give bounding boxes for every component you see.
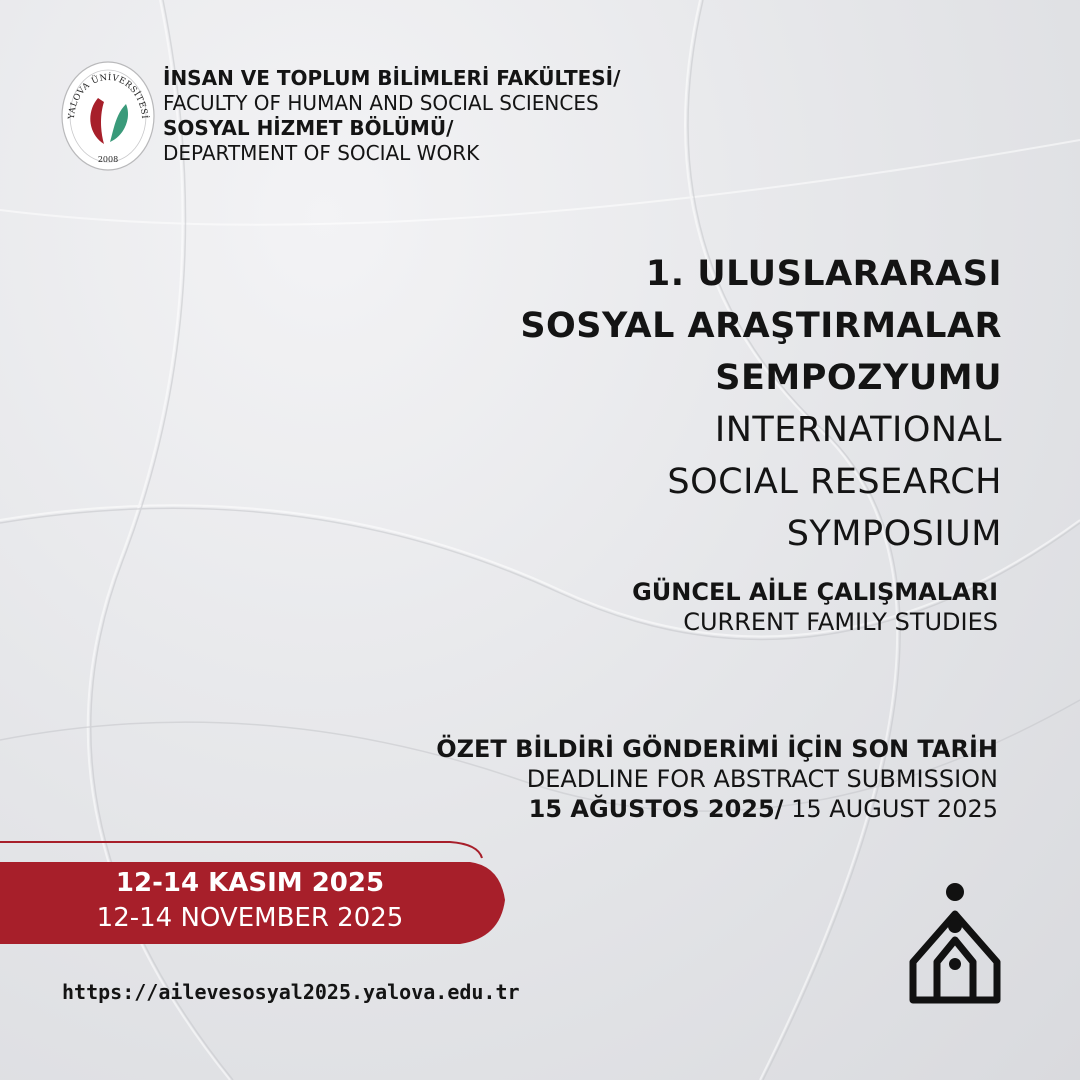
university-logo [60,60,156,172]
title-en-line-1: INTERNATIONAL [714,410,1002,450]
symposium-title [520,248,1002,560]
family-home-icon [905,880,1005,1006]
website-link[interactable]: https://ailevesosyal2025.yalova.edu.tr [62,980,520,1004]
title-en-line-2: SOCIAL RESEARCH [667,462,1002,502]
deadline-label-tr: ÖZET BİLDİRİ GÖNDERİMİ İÇİN SON TARİH [436,735,998,763]
department-name-tr: SOSYAL HİZMET BÖLÜMÜ/ [163,116,454,140]
deadline-date-en: 15 AUGUST 2025 [791,795,998,823]
title-en-line-3: SYMPOSIUM [786,514,1002,554]
event-date-tr: 12-14 KASIM 2025 [115,868,385,898]
title-tr-line-2: SOSYAL ARAŞTIRMALAR [520,306,1002,346]
deadline-date [436,794,998,824]
theme-block [632,577,998,637]
department-name-en: DEPARTMENT OF SOCIAL WORK [163,141,480,165]
theme-en: CURRENT FAMILY STUDIES [683,608,998,636]
theme-tr: GÜNCEL AİLE ÇALIŞMALARI [632,578,998,606]
faculty-name-tr: İNSAN VE TOPLUM BİLİMLERİ FAKÜLTESİ/ [163,66,621,90]
title-tr-line-1: 1. ULUSLARARASI [645,254,1002,294]
deadline-date-tr: 15 AĞUSTOS 2025/ [528,795,784,823]
faculty-name-en: FACULTY OF HUMAN AND SOCIAL SCIENCES [163,91,599,115]
logo-arc-text: YALOVA ÜNİVERSİTESİ [66,72,150,120]
deadline-label-en: DEADLINE FOR ABSTRACT SUBMISSION [526,765,998,793]
title-tr-line-3: SEMPOZYUMU [715,358,1002,398]
event-date-en: 12-14 NOVEMBER 2025 [96,903,404,933]
faculty-block [163,66,620,166]
event-dates [0,866,500,936]
logo-year: 2008 [97,155,119,164]
deadline-block [436,734,998,824]
